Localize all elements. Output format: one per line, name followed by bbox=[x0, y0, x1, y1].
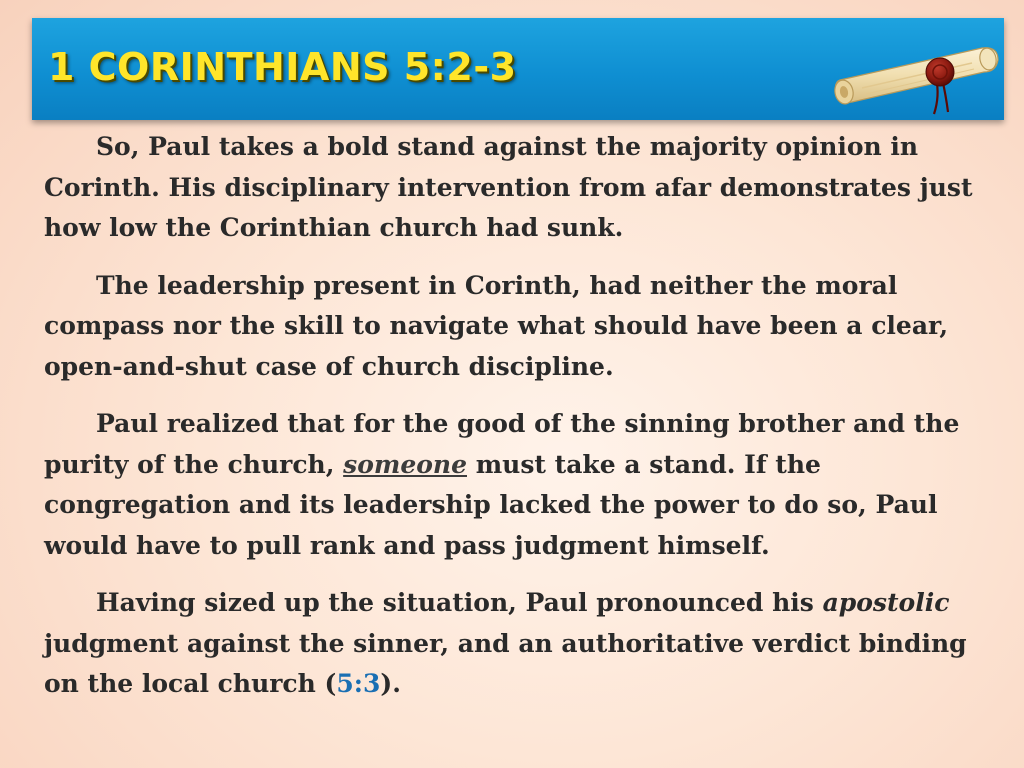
paragraph-3-text-after: must take a stand. If the congregation and its leadership lacked the power to do so, Paul would have to pull rank and pass judgment himself. bbox=[44, 449, 938, 560]
emphasis-apostolic: apostolic bbox=[822, 588, 950, 617]
slide-title: 1 CORINTHIANS 5:2-3 bbox=[48, 45, 517, 89]
slide-body bbox=[44, 127, 994, 722]
paragraph-4-text-before: Having sized up the situation, Paul pronounced his bbox=[96, 588, 823, 617]
paragraph-3-text-before: Paul realized that for the good of the sinning brother and the purity of the church, bbox=[44, 409, 960, 479]
paragraph-1-text: So, Paul takes a bold stand against the majority opinion in Corinth. His disciplinary intervention from afar demonstrates just how low the Corinthian church had sunk. bbox=[44, 132, 973, 242]
paragraph-4 bbox=[44, 583, 994, 705]
paragraph-4-text-middle: judgment against the sinner, and an authoritative verdict binding on the local church ( bbox=[44, 628, 967, 698]
paragraph-1 bbox=[44, 127, 994, 249]
paragraph-2 bbox=[44, 266, 994, 388]
emphasis-someone: someone bbox=[343, 449, 467, 479]
scripture-reference: 5:3 bbox=[336, 669, 381, 698]
paragraph-2-text: The leadership present in Corinth, had neither the moral compass nor the skill to navigate what should have been a clear, open-and-shut case of church discipline. bbox=[44, 270, 949, 381]
paragraph-4-text-after: ). bbox=[380, 669, 401, 698]
scroll-with-wax-seal-icon bbox=[822, 32, 1002, 116]
title-bar bbox=[32, 18, 1004, 120]
paragraph-3 bbox=[44, 404, 994, 566]
